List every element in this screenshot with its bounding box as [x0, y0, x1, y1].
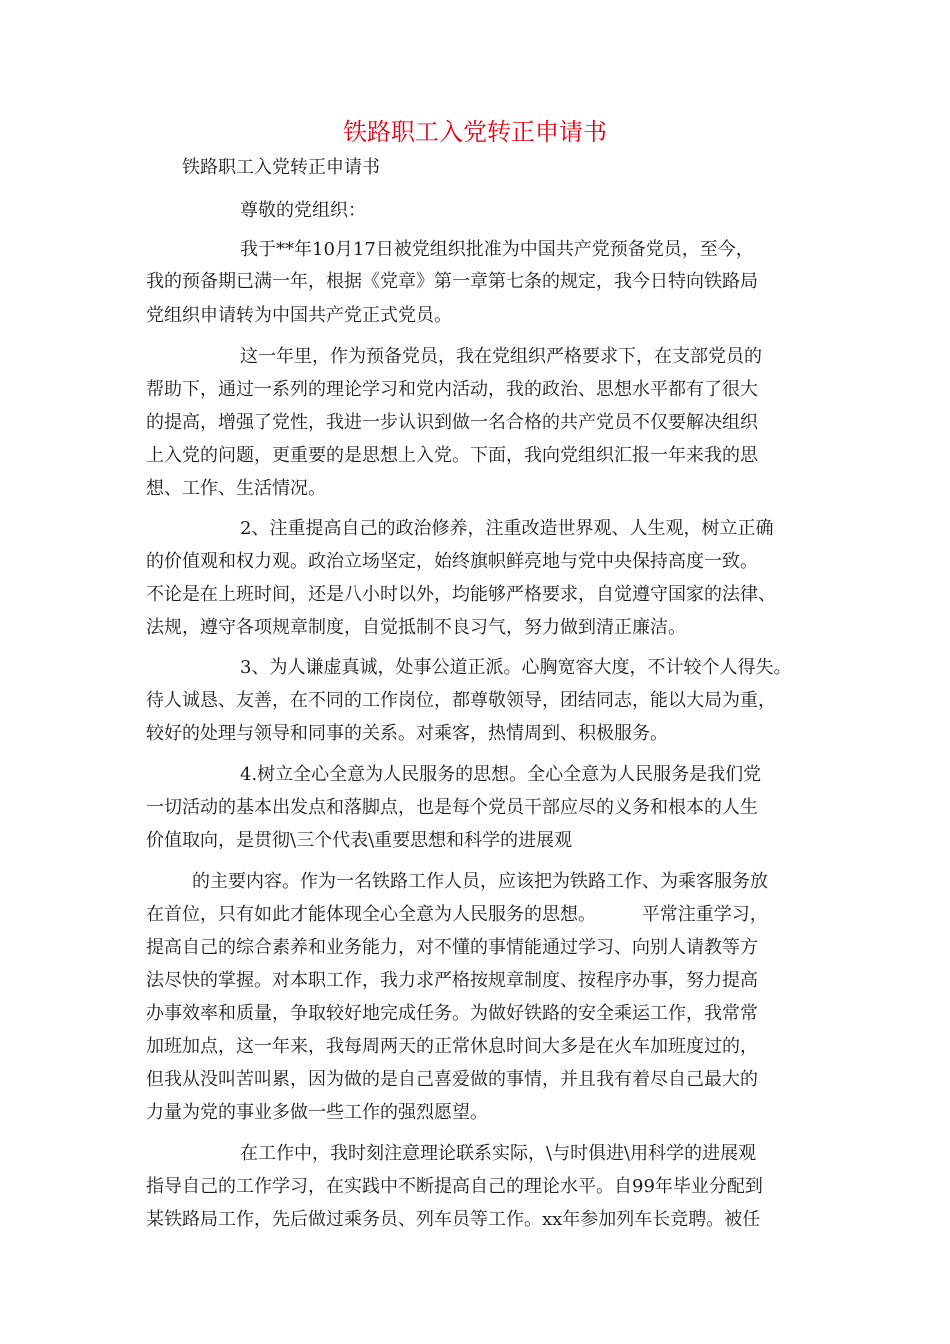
paragraph-line: 不论是在上班时间，还是八小时以外，均能够严格要求，自觉遵守国家的法律、 — [146, 584, 776, 605]
paragraph-line: 价值取向，是贯彻\三个代表\重要思想和科学的进展观 — [146, 830, 573, 851]
paragraph-line: 办事效率和质量，争取较好地完成任务。为做好铁路的安全乘运工作，我常常 — [146, 1003, 758, 1024]
paragraph-line: 较好的处理与领导和同事的关系。对乘客，热情周到、积极服务。 — [146, 723, 668, 744]
paragraph-line: 我于**年10月17日被党组织批准为中国共产党预备党员，至今， — [240, 239, 754, 260]
paragraph-line: 党组织申请转为中国共产党正式党员。 — [146, 305, 452, 326]
document-title: 铁路职工入党转正申请书 — [343, 118, 607, 146]
paragraph-line: 帮助下，通过一系列的理论学习和党内活动，我的政治、思想水平都有了很大 — [146, 379, 758, 400]
paragraph-line: 指导自己的工作学习，在实践中不断提高自己的理论水平。自99年毕业分配到 — [146, 1176, 763, 1197]
paragraph-line: 想、工作、生活情况。 — [146, 478, 326, 499]
subtitle-line: 铁路职工入党转正申请书 — [182, 157, 380, 178]
paragraph-line: 加班加点，这一年来，我每周两天的正常休息时间大多是在火车加班度过的， — [146, 1036, 758, 1057]
paragraph-line: 提高自己的综合素养和业务能力，对不懂的事情能通过学习、向别人请教等方 — [146, 937, 758, 958]
paragraph-line: 4.树立全心全意为人民服务的思想。全心全意为人民服务是我们党 — [240, 764, 762, 785]
paragraph-line: 上入党的问题，更重要的是思想上入党。下面，我向党组织汇报一年来我的思 — [146, 445, 758, 466]
paragraph-line: 法规，遵守各项规章制度，自觉抵制不良习气，努力做到清正廉洁。 — [146, 617, 686, 638]
paragraph-line: 法尽快的掌握。对本职工作，我力求严格按规章制度、按程序办事，努力提高 — [146, 970, 758, 991]
paragraph-line: 某铁路局工作，先后做过乘务员、列车员等工作。xx年参加列车长竞聘。被任 — [146, 1209, 761, 1230]
paragraph-line: 的价值观和权力观。政治立场坚定，始终旗帜鲜亮地与党中央保持高度一致。 — [146, 551, 758, 572]
salutation: 尊敬的党组织： — [240, 200, 366, 221]
paragraph-line: 2、注重提高自己的政治修养，注重改造世界观、人生观，树立正确 — [240, 518, 774, 539]
paragraph-line: 但我从没叫苦叫累，因为做的是自己喜爱做的事情，并且我有着尽自己最大的 — [146, 1069, 758, 1090]
paragraph-line: 这一年里，作为预备党员，我在党组织严格要求下，在支部党员的 — [240, 346, 762, 367]
paragraph-line: 的主要内容。作为一名铁路工作人员，应该把为铁路工作、为乘客服务放 — [192, 871, 768, 892]
paragraph-line: 一切活动的基本出发点和落脚点，也是每个党员干部应尽的义务和根本的人生 — [146, 797, 758, 818]
paragraph-line: 我的预备期已满一年，根据《党章》第一章第七条的规定，我今日特向铁路局 — [146, 271, 758, 292]
paragraph-line: 在工作中，我时刻注意理论联系实际，\与时俱进\用科学的进展观 — [240, 1143, 757, 1164]
paragraph-line: 在首位，只有如此才能体现全心全意为人民服务的思想。 平常注重学习， — [146, 904, 768, 925]
paragraph-line: 待人诚恳、友善，在不同的工作岗位，都尊敬领导，团结同志，能以大局为重， — [146, 690, 776, 711]
paragraph-line: 3、为人谦虚真诚，处事公道正派。心胸宽容大度，不计较个人得失。 — [240, 657, 792, 678]
paragraph-line: 的提高，增强了党性，我进一步认识到做一名合格的共产党员不仅要解决组织 — [146, 412, 758, 433]
paragraph-line: 力量为党的事业多做一些工作的强烈愿望。 — [146, 1102, 488, 1123]
